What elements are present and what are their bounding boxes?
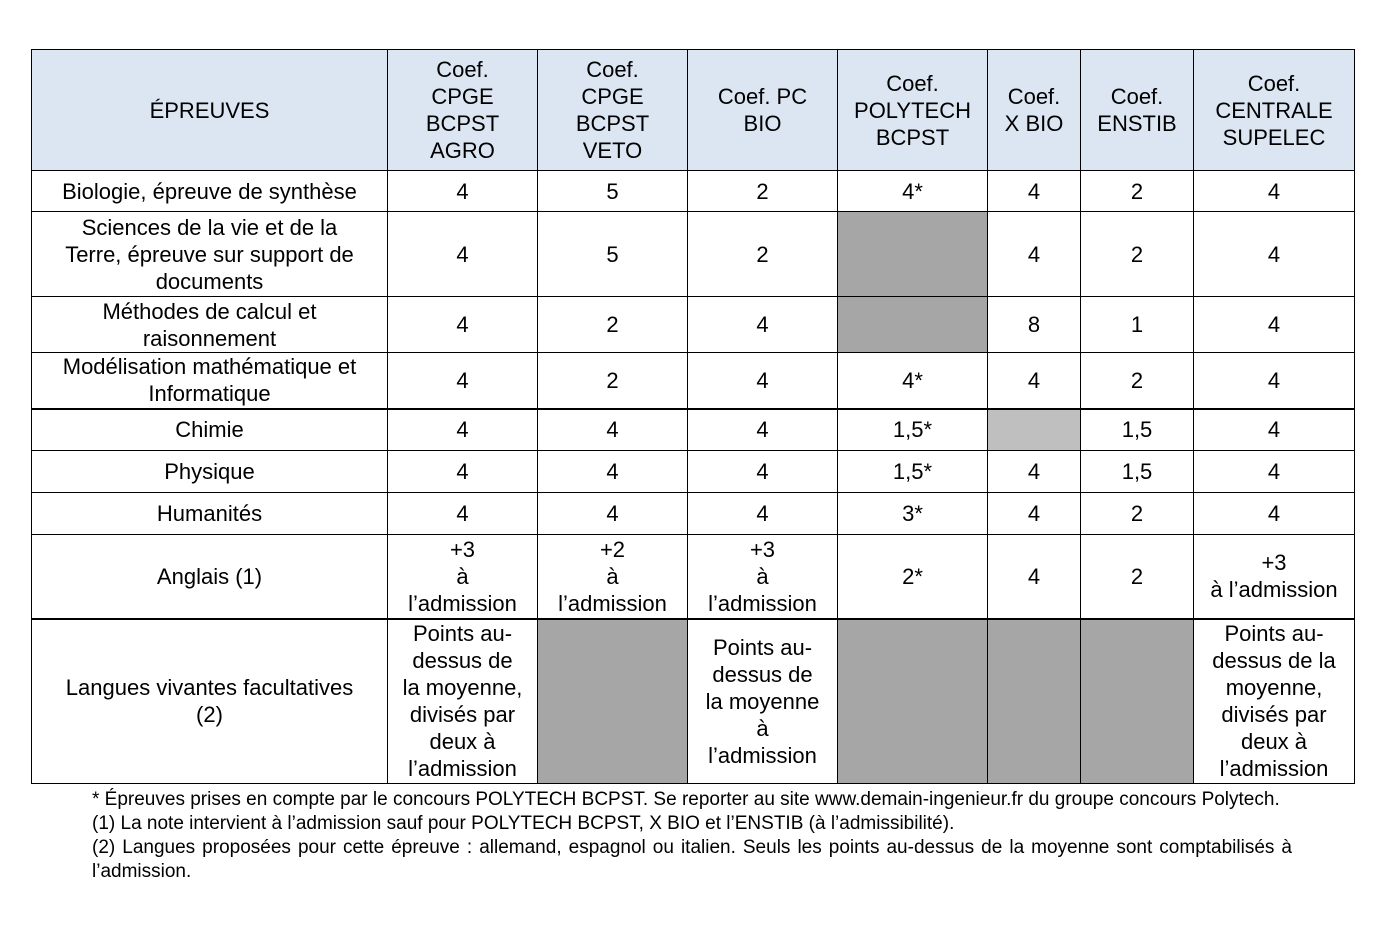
empty-cell-shaded <box>838 297 988 353</box>
table-row <box>32 297 1355 353</box>
header-veto: Coef. CPGE BCPST VETO <box>538 50 688 171</box>
table-cell: Points au- dessus de la moyenne, divisés par deux à l’admission <box>1194 619 1355 784</box>
table-cell: 4 <box>1194 409 1355 451</box>
table-row <box>32 451 1355 493</box>
coefficients-table <box>31 49 1355 784</box>
table-cell: 1 <box>1081 297 1194 353</box>
table-cell: 4 <box>1194 451 1355 493</box>
table-cell: 4 <box>1194 493 1355 535</box>
footnote-1: (1) La note intervient à l’admission sauf pour POLYTECH BCPST, X BIO et l’ENSTIB (à l’admissibilité). <box>92 813 955 834</box>
table-cell: 3* <box>838 493 988 535</box>
table-cell: 4 <box>538 493 688 535</box>
table-cell: 4 <box>1194 297 1355 353</box>
table-cell: +3 à l’admission <box>388 535 538 619</box>
table-cell: 4 <box>388 451 538 493</box>
footnotes <box>92 788 1292 884</box>
table-cell: 4 <box>988 535 1081 619</box>
table-cell: 4 <box>388 409 538 451</box>
table-cell: +3 à l’admission <box>688 535 838 619</box>
table-row <box>32 409 1355 451</box>
row-label: Physique <box>32 451 388 493</box>
table-cell: 4* <box>838 353 988 409</box>
table-cell: 4 <box>1194 171 1355 212</box>
table-cell: 1,5* <box>838 409 988 451</box>
header-polytech: Coef. POLYTECH BCPST <box>838 50 988 171</box>
header-pc-bio: Coef. PC BIO <box>688 50 838 171</box>
table-cell: 4 <box>538 451 688 493</box>
table-cell: 4* <box>838 171 988 212</box>
table-cell: 4 <box>688 353 838 409</box>
footnote-2: (2) Langues proposées pour cette épreuve : allemand, espagnol ou italien. Seuls les points au-dessus de la moyenne sont comptabilisés à l’admission. <box>92 837 1292 882</box>
footnote-asterisk: * Épreuves prises en compte par le concours POLYTECH BCPST. Se reporter au site www.demain-ingenieur.fr du groupe concours Polytech. <box>92 789 1280 810</box>
row-label: Anglais (1) <box>32 535 388 619</box>
table-cell: 4 <box>688 451 838 493</box>
table-row <box>32 493 1355 535</box>
table-row <box>32 171 1355 212</box>
table-cell: 1,5* <box>838 451 988 493</box>
table-cell: 4 <box>988 212 1081 297</box>
table-cell: 2 <box>1081 493 1194 535</box>
row-label: Modélisation mathématique et Informatique <box>32 353 388 409</box>
row-label: Humanités <box>32 493 388 535</box>
table-cell: 2 <box>1081 171 1194 212</box>
table-cell: 4 <box>688 493 838 535</box>
table-cell: 5 <box>538 212 688 297</box>
table-cell: 2 <box>688 171 838 212</box>
header-agro: Coef. CPGE BCPST AGRO <box>388 50 538 171</box>
empty-cell-shaded <box>988 409 1081 451</box>
empty-cell-shaded <box>838 619 988 784</box>
table-cell: 2 <box>1081 353 1194 409</box>
row-label: Chimie <box>32 409 388 451</box>
header-x-bio: Coef. X BIO <box>988 50 1081 171</box>
row-label: Langues vivantes facultatives (2) <box>32 619 388 784</box>
table-cell: 1,5 <box>1081 409 1194 451</box>
row-label: Méthodes de calcul et raisonnement <box>32 297 388 353</box>
table-cell: 4 <box>388 212 538 297</box>
table-cell: 4 <box>688 297 838 353</box>
table-cell: 1,5 <box>1081 451 1194 493</box>
table-cell: 4 <box>388 171 538 212</box>
table-cell: 4 <box>388 493 538 535</box>
table-cell: 4 <box>988 353 1081 409</box>
row-label: Biologie, épreuve de synthèse <box>32 171 388 212</box>
table-cell: 4 <box>988 451 1081 493</box>
table-row <box>32 353 1355 409</box>
table-cell: Points au- dessus de la moyenne à l’admission <box>688 619 838 784</box>
table-cell: 2 <box>538 353 688 409</box>
header-centrale: Coef. CENTRALE SUPELEC <box>1194 50 1355 171</box>
empty-cell-shaded <box>1081 619 1194 784</box>
table-cell: 4 <box>988 171 1081 212</box>
empty-cell-shaded <box>538 619 688 784</box>
empty-cell-shaded <box>838 212 988 297</box>
table-cell: Points au- dessus de la moyenne, divisés par deux à l’admission <box>388 619 538 784</box>
table-cell: 4 <box>688 409 838 451</box>
table-cell: 5 <box>538 171 688 212</box>
empty-cell-shaded <box>988 619 1081 784</box>
table-cell: 2 <box>1081 212 1194 297</box>
table-row <box>32 212 1355 297</box>
table-cell: 4 <box>538 409 688 451</box>
header-enstib: Coef. ENSTIB <box>1081 50 1194 171</box>
table-cell: 8 <box>988 297 1081 353</box>
header-epreuves: ÉPREUVES <box>32 50 388 171</box>
table-cell: 4 <box>388 353 538 409</box>
header-row <box>32 50 1355 171</box>
table-row <box>32 535 1355 619</box>
row-label: Sciences de la vie et de la Terre, épreuve sur support de documents <box>32 212 388 297</box>
table-cell: 2* <box>838 535 988 619</box>
table-cell: 4 <box>388 297 538 353</box>
table-cell: 4 <box>1194 212 1355 297</box>
table-cell: +2 à l’admission <box>538 535 688 619</box>
table-cell: 4 <box>1194 353 1355 409</box>
table-cell: 2 <box>688 212 838 297</box>
table-row <box>32 619 1355 784</box>
table-cell: 4 <box>988 493 1081 535</box>
table-cell: 2 <box>538 297 688 353</box>
table-cell: 2 <box>1081 535 1194 619</box>
table-cell: +3 à l’admission <box>1194 535 1355 619</box>
